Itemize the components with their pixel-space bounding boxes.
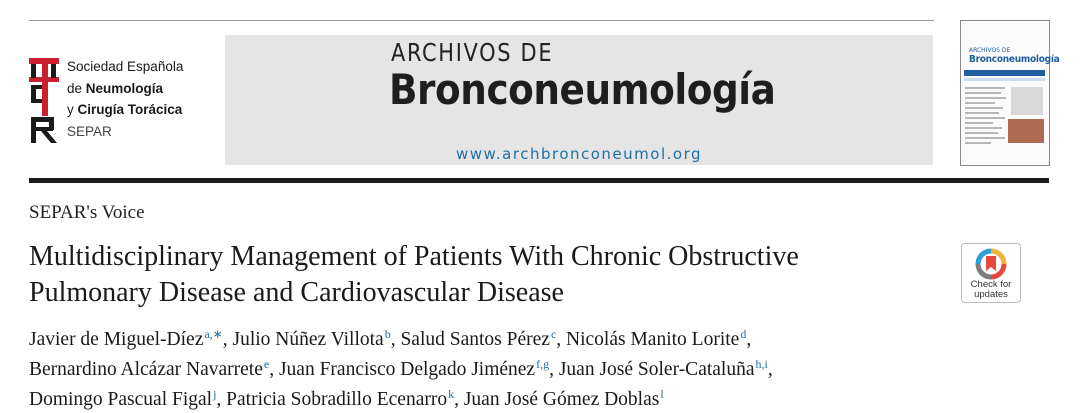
journal-banner	[225, 35, 933, 165]
article-title	[29, 239, 949, 311]
author-affiliation[interactable]: h,i	[755, 357, 768, 371]
cover-journal-name: Bronconeumología	[969, 54, 1060, 65]
cover-subbar	[964, 78, 1045, 81]
author-affiliation[interactable]: c	[550, 327, 557, 341]
author-row: Domingo Pascual Figal$^j$, Patricia Sobradillo Ecenarro$^k$, Juan José Gómez Doblas$^l$	[29, 387, 664, 410]
society-block	[29, 55, 219, 145]
author-affiliation[interactable]: l	[660, 387, 664, 401]
society-name-line1: Sociedad Española	[67, 59, 184, 74]
journal-cover-thumbnail[interactable]	[960, 20, 1060, 166]
society-name-line2: de Neumología	[67, 80, 164, 96]
cover-lung-image	[1011, 87, 1043, 115]
author-name[interactable]: Juan Francisco Delgado Jiménez	[278, 359, 536, 380]
journal-kicker: ARCHIVOS DE	[391, 38, 554, 67]
cover-bar	[964, 70, 1045, 76]
author-name[interactable]: Juan José Soler-Cataluña	[558, 359, 755, 380]
author-affiliation[interactable]: b	[384, 327, 391, 341]
check-updates-icon	[975, 248, 1007, 280]
article-title-line2: Pulmonary Disease and Cardiovascular Disease	[29, 277, 564, 308]
author-name[interactable]: Patricia Sobradillo Ecenarro	[226, 389, 448, 410]
society-acronym: SEPAR	[67, 123, 112, 139]
article-title-line1: Multidisciplinary Management of Patients With Chronic Obstructive	[29, 241, 799, 272]
top-rule	[29, 20, 934, 21]
author-affiliation[interactable]: e	[263, 357, 270, 371]
author-name[interactable]: Domingo Pascual Figal	[29, 389, 213, 410]
society-name-line3: y Cirugía Torácica	[67, 102, 183, 117]
author-name[interactable]: Salud Santos Pérez	[400, 329, 550, 350]
author-affiliation[interactable]: j	[213, 387, 217, 401]
journal-url-link[interactable]: www.archbronconeumol.org	[455, 145, 702, 163]
header-divider	[29, 178, 1049, 183]
author-name[interactable]: Nicolás Manito Lorite	[566, 329, 740, 350]
author-name[interactable]: Bernardino Alcázar Navarrete	[29, 359, 263, 380]
journal-name: Bronconeumología	[389, 65, 776, 114]
author-list	[29, 322, 1059, 412]
article-section: SEPAR's Voice	[29, 202, 145, 223]
cover-tissue-image	[1008, 119, 1044, 143]
author-row: Bernardino Alcázar Navarrete$^e$, Juan Francisco Delgado Jiménez$^{f,g}$, Juan José Soler-Cataluña$^{h,i}$,	[29, 357, 773, 380]
author-affiliation[interactable]: d	[740, 327, 747, 341]
author-name[interactable]: Javier de Miguel-Díez	[29, 329, 204, 350]
author-name[interactable]: Julio Núñez Villota	[232, 329, 384, 350]
check-for-updates-button[interactable]	[961, 243, 1021, 303]
author-name[interactable]: Juan José Gómez Doblas	[463, 389, 660, 410]
author-affiliation[interactable]: f,g	[536, 357, 550, 371]
cover-header	[965, 24, 1043, 44]
cover-kicker: ARCHIVOS DE	[969, 47, 1011, 54]
author-row: Javier de Miguel-Díez$^{a,∗}$, Julio Núñez Villota$^b$, Salud Santos Pérez$^c$, Nicolás Manito Lorite$^d$,	[29, 327, 752, 350]
cover-contents	[965, 87, 1007, 147]
author-affiliation[interactable]: a,∗	[204, 327, 223, 341]
author-affiliation[interactable]: k	[448, 387, 455, 401]
separ-logo-icon	[29, 55, 63, 145]
check-updates-label: Check for updates	[970, 279, 1012, 300]
